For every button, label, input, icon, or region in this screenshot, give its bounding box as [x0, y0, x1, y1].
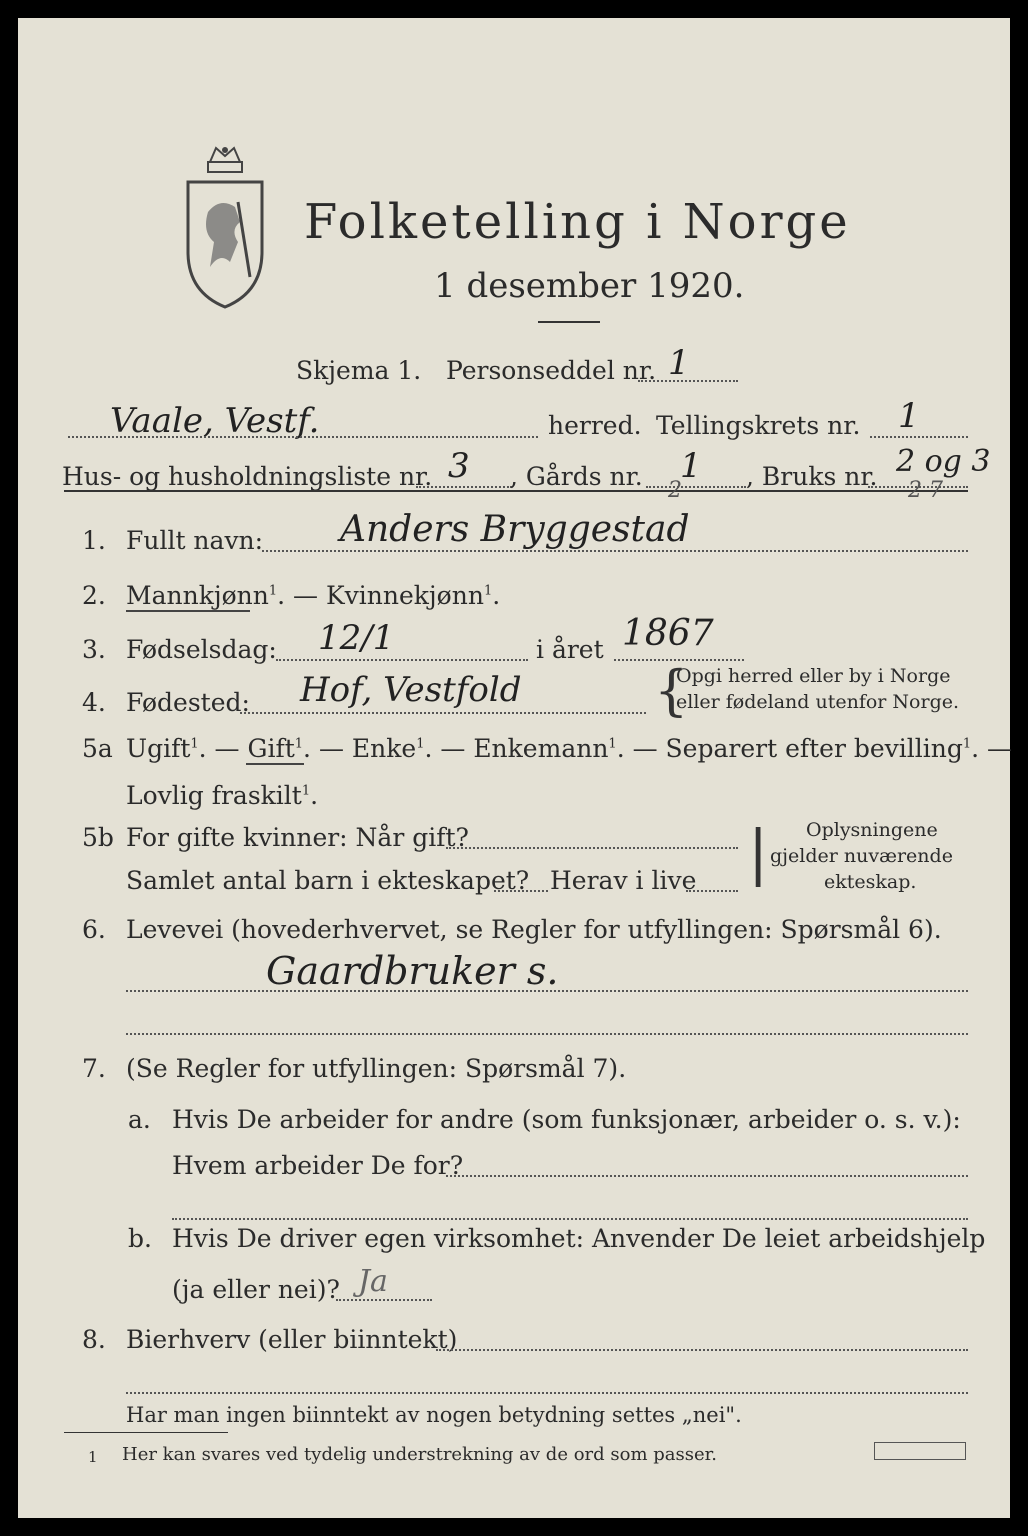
title-divider [538, 321, 600, 323]
census-date: 1 desember 1920. [434, 266, 745, 306]
q4-number: 4. [82, 688, 106, 717]
gift-underline [246, 763, 304, 765]
q7a-label: Hvis De arbeider for andre (som funksjonær, arbeider o. s. v.): [172, 1105, 961, 1134]
q7a-letter: a. [128, 1105, 151, 1134]
bruks-label: , Bruks nr. [746, 462, 878, 491]
q8-number: 8. [82, 1325, 106, 1354]
q5b-married-label: For gifte kvinner: Når gift? [126, 823, 469, 852]
herred-label: herred. [548, 411, 642, 440]
hus-label: Hus- og husholdningsliste nr. [62, 462, 433, 491]
male-option[interactable]: Mannkjønn [126, 581, 269, 610]
ugift-option[interactable]: Ugift [126, 734, 191, 763]
q6-number: 6. [82, 915, 106, 944]
printer-stamp [874, 1442, 966, 1460]
q8-label: Bierhverv (eller biinntekt) [126, 1325, 458, 1354]
occupation-value[interactable]: Gaardbruker s. [266, 949, 559, 993]
q5b-brace: | [748, 818, 769, 888]
q2-options: Mannkjønn$^1$. — Kvinnekjønn$^1$. [126, 581, 501, 610]
gift-option[interactable]: Gift [247, 734, 295, 763]
hired-help-value[interactable]: Ja [358, 1264, 388, 1299]
q6-label: Levevei (hovederhvervet, se Regler for utfyllingen: Spørsmål 6). [126, 915, 942, 944]
coat-of-arms-icon [180, 142, 270, 312]
birthyear-value[interactable]: 1867 [622, 613, 714, 654]
footnote-rule [64, 1432, 228, 1433]
herred-value[interactable]: Vaale, Vestf. [110, 401, 320, 441]
form-title: Folketelling i Norge [304, 194, 851, 250]
q5b-note-line3: ekteskap. [824, 871, 917, 893]
q5a-number: 5a [82, 734, 113, 763]
separert-option[interactable]: Separert efter bevilling [665, 734, 963, 763]
enkemann-option[interactable]: Enkemann [473, 734, 609, 763]
male-underline [126, 610, 250, 612]
schema-label: Skjema 1. [296, 356, 422, 385]
birthdate-value[interactable]: 12/1 [318, 618, 395, 658]
q1-number: 1. [82, 526, 106, 555]
q7-number: 7. [82, 1054, 106, 1083]
q5b-number: 5b [82, 823, 114, 852]
sex-separator: . — Kvinnekjønn [277, 581, 484, 610]
q3-number: 3. [82, 635, 106, 664]
hus-value[interactable]: 3 [448, 446, 470, 486]
header-rule [64, 490, 968, 492]
census-form-sheet [18, 18, 1013, 1518]
enke-option[interactable]: Enke [351, 734, 417, 763]
q5b-note-line1: Oplysningene [806, 819, 938, 841]
q4-note-line1: Opgi herred eller by i Norge [676, 665, 951, 687]
gards-value-secondary: 2 [668, 478, 682, 503]
full-name-value[interactable]: Anders Bryggestad [340, 509, 690, 550]
q7b-help-label: (ja eller nei)? [172, 1275, 340, 1304]
q3-label: Fødselsdag: [126, 635, 277, 664]
q5b-note-line2: gjelder nuværende [770, 845, 953, 867]
footer-note: Har man ingen biinntekt av nogen betydning settes „nei". [126, 1403, 742, 1427]
gards-label: , Gårds nr. [510, 462, 643, 491]
q4-note-line2: eller fødeland utenfor Norge. [676, 691, 960, 713]
q3-year-label: i året [536, 635, 604, 664]
bruks-value-secondary: 2 7 [908, 478, 943, 503]
q7a-employer-label: Hvem arbeider De for? [172, 1151, 464, 1180]
q7b-letter: b. [128, 1224, 152, 1253]
birthplace-value[interactable]: Hof, Vestfold [300, 670, 522, 710]
q5b-children-label: Samlet antal barn i ekteskapet? [126, 866, 530, 895]
fraskilt-option[interactable]: Lovlig fraskilt$^1$. [126, 781, 319, 810]
q4-brace: { [654, 659, 689, 722]
q2-number: 2. [82, 581, 106, 610]
tellingskrets-value[interactable]: 1 [898, 396, 920, 436]
tellingskrets-label: Tellingskrets nr. [656, 411, 861, 440]
q7-label: (Se Regler for utfyllingen: Spørsmål 7). [126, 1054, 627, 1083]
q1-label: Fullt navn: [126, 526, 264, 555]
personseddel-value[interactable]: 1 [668, 343, 690, 383]
q5a-options: Ugift$^1$. — Gift$^1$. — Enke$^1$. — Enkemann$^1$. — Separert efter bevilling$^1$. — [126, 734, 1013, 763]
q4-label: Fødested: [126, 688, 250, 717]
gards-value[interactable]: 1 [680, 446, 702, 486]
footnote-text: Her kan svares ved tydelig understrekning av de ord som passer. [122, 1444, 717, 1465]
bruks-value[interactable]: 2 og 3 [896, 444, 991, 479]
personseddel-label: Personseddel nr. [446, 356, 657, 385]
q7b-label: Hvis De driver egen virksomhet: Anvender De leiet arbeidshjelp [172, 1224, 986, 1253]
footnote-mark: 1 [88, 1448, 98, 1466]
q5b-alive-label: Herav i live [550, 866, 697, 895]
